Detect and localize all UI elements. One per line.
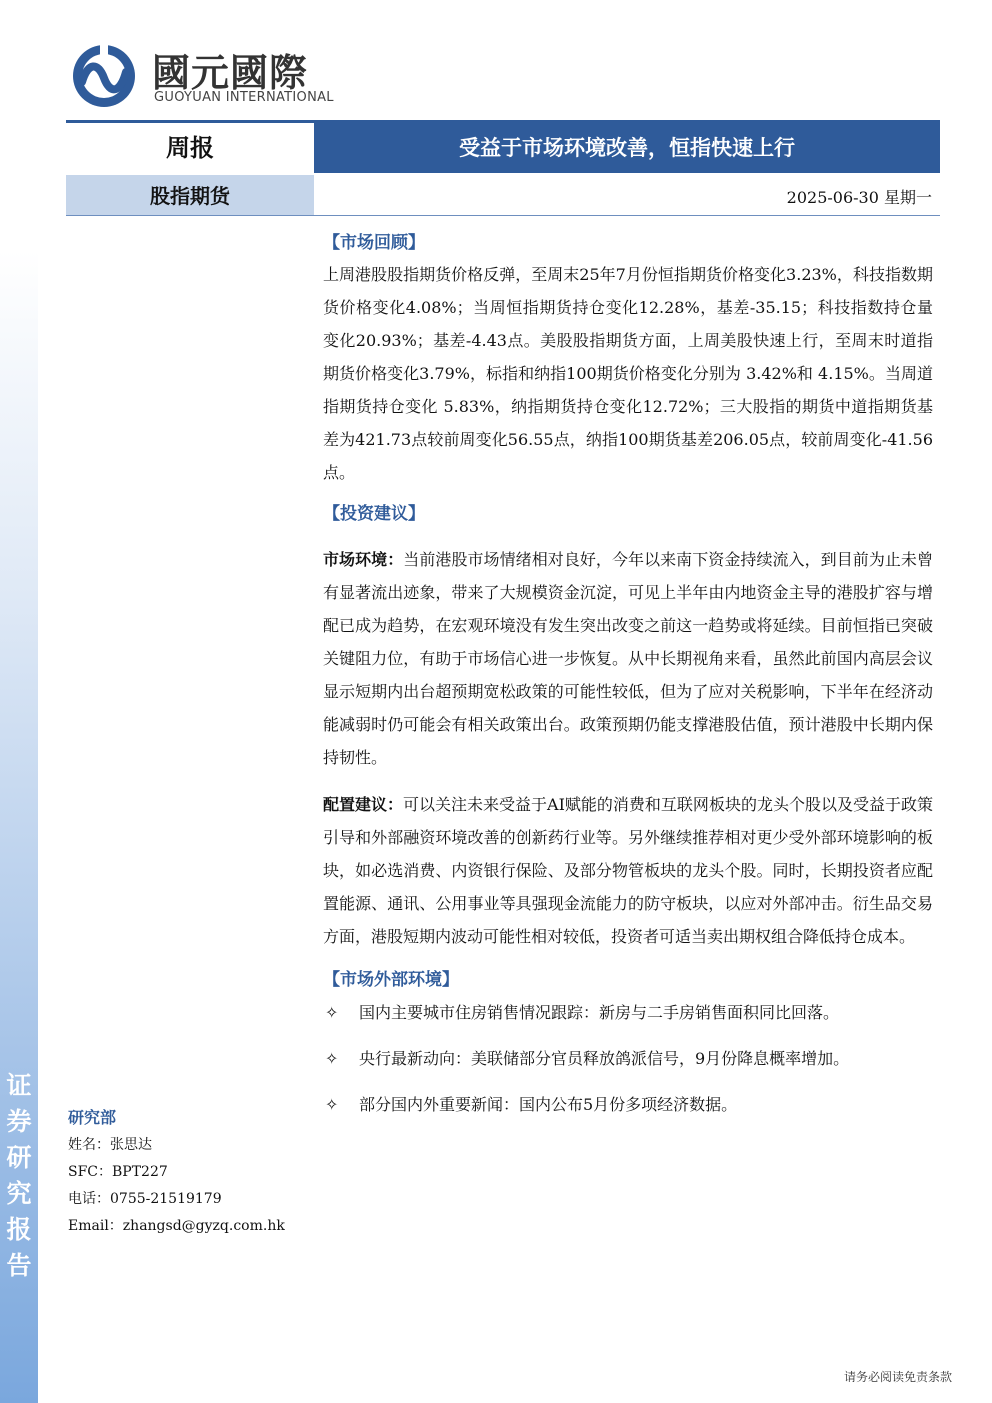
report-title: 受益于市场环境改善，恒指快速上行	[314, 123, 940, 173]
list-item-text: 部分国内外重要新闻：国内公布5月份多项经济数据。	[359, 1095, 738, 1114]
market-env-text: 当前港股市场情绪相对良好，今年以来南下资金持续流入，到目前为止未曾有显著流出迹象，带来了大规模资金沉淀，可见上半年由内地资金主导的港股扩容与增配已成为趋势，在宏观环境没有发生突出改变之前这一趋势或将延续。目前恒指已突破关键阻力位，有助于市场信心进一步恢复。从中长期视角来看，虽然此前国内高层会议显示短期内出台超预期宽松政策的可能性较低，但为了应对关税影响，下半年在经济动能减弱时仍可能会有相关政策出台。政策预期仍能支撑港股估值，预计港股中长期内保持韧性。	[323, 550, 933, 767]
logo-name-en: GUOYUAN INTERNATIONAL	[154, 90, 334, 105]
allocation-label: 配置建议：	[323, 795, 404, 814]
side-char: 研	[6, 1143, 32, 1172]
report-date: 2025-06-30 星期一	[786, 188, 932, 207]
report-category: 股指期货	[66, 175, 314, 215]
allocation-text: 可以关注未来受益于AI赋能的消费和互联网板块的龙头个股以及受益于政策引导和外部融资环境改善的创新药行业等。另外继续推荐相对更少受外部环境影响的板块，如必选消费、内资银行保险、及部分物管板块的龙头个股。同时，长期投资者应配置能源、通讯、公用事业等具强现金流能力的防守板块，以应对外部冲击。衍生品交易方面，港股短期内波动可能性相对较低，投资者可适当卖出期权组合降低持仓成本。	[323, 795, 933, 946]
list-item-text: 央行最新动向：美联储部分官员释放鸽派信号，9月份降息概率增加。	[359, 1049, 850, 1068]
side-char: 报	[6, 1215, 32, 1244]
side-char: 券	[6, 1107, 32, 1136]
logo-name-cn: 國元國際	[152, 51, 309, 95]
disclaimer-note: 请务必阅读免责条款	[843, 1370, 952, 1384]
allocation-paragraph	[323, 788, 933, 953]
section-title-review: 【市场回顾】	[323, 233, 425, 253]
market-env-label: 市场环境：	[323, 550, 404, 569]
section-title-advice: 【投资建议】	[323, 504, 425, 524]
contact-email[interactable]: Email：zhangsd@gyzq.com.hk	[68, 1218, 285, 1234]
contact-dept: 研究部	[68, 1108, 117, 1127]
review-paragraph: 上周港股股指期货价格反弹，至周末25年7月份恒指期货价格变化3.23%，科技指数期货价格变化4.08%；当周恒指期货持仓变化12.28%，基差-35.15；科技指数持仓量变化20.93%；基差-4.43点。美股股指期货方面，上周美股快速上行，至周末时道指期货价格变化3.79%，标指和纳指100期货价格变化分别为 3.42%和 4.15%。当周道指期货持仓变化 5.83%，纳指期货持仓变化12.72%；三大股指的期货中道指期货基差为421.73点较前周变化56.55点，纳指100期货基差206.05点，较前周变化-41.56点。	[323, 265, 933, 482]
contact-name: 姓名：张思达	[68, 1137, 152, 1153]
report-type: 周报	[66, 123, 314, 173]
side-label	[0, 1068, 38, 1284]
bullet-star-icon: ✧	[325, 1003, 339, 1022]
logo-emblem-icon	[70, 42, 142, 110]
section-title-external: 【市场外部环境】	[323, 970, 459, 990]
header-bottom-rule	[66, 215, 940, 216]
contact-phone: 电话：0755-21519179	[68, 1191, 222, 1207]
side-char: 证	[6, 1071, 32, 1100]
list-item	[323, 1001, 933, 1025]
list-item	[323, 1047, 933, 1071]
main-content	[323, 228, 933, 1139]
list-item	[323, 1093, 933, 1117]
list-item-text: 国内主要城市住房销售情况跟踪：新房与二手房销售面积同比回落。	[359, 1003, 840, 1022]
side-char: 告	[6, 1251, 32, 1280]
external-list	[323, 1001, 933, 1117]
analyst-contact	[68, 1104, 308, 1240]
bullet-star-icon: ✧	[325, 1049, 339, 1068]
contact-sfc: SFC：BPT227	[68, 1164, 168, 1180]
bullet-star-icon: ✧	[325, 1095, 339, 1114]
market-env-paragraph	[323, 543, 933, 774]
company-logo	[70, 42, 340, 110]
side-char: 究	[6, 1179, 32, 1208]
